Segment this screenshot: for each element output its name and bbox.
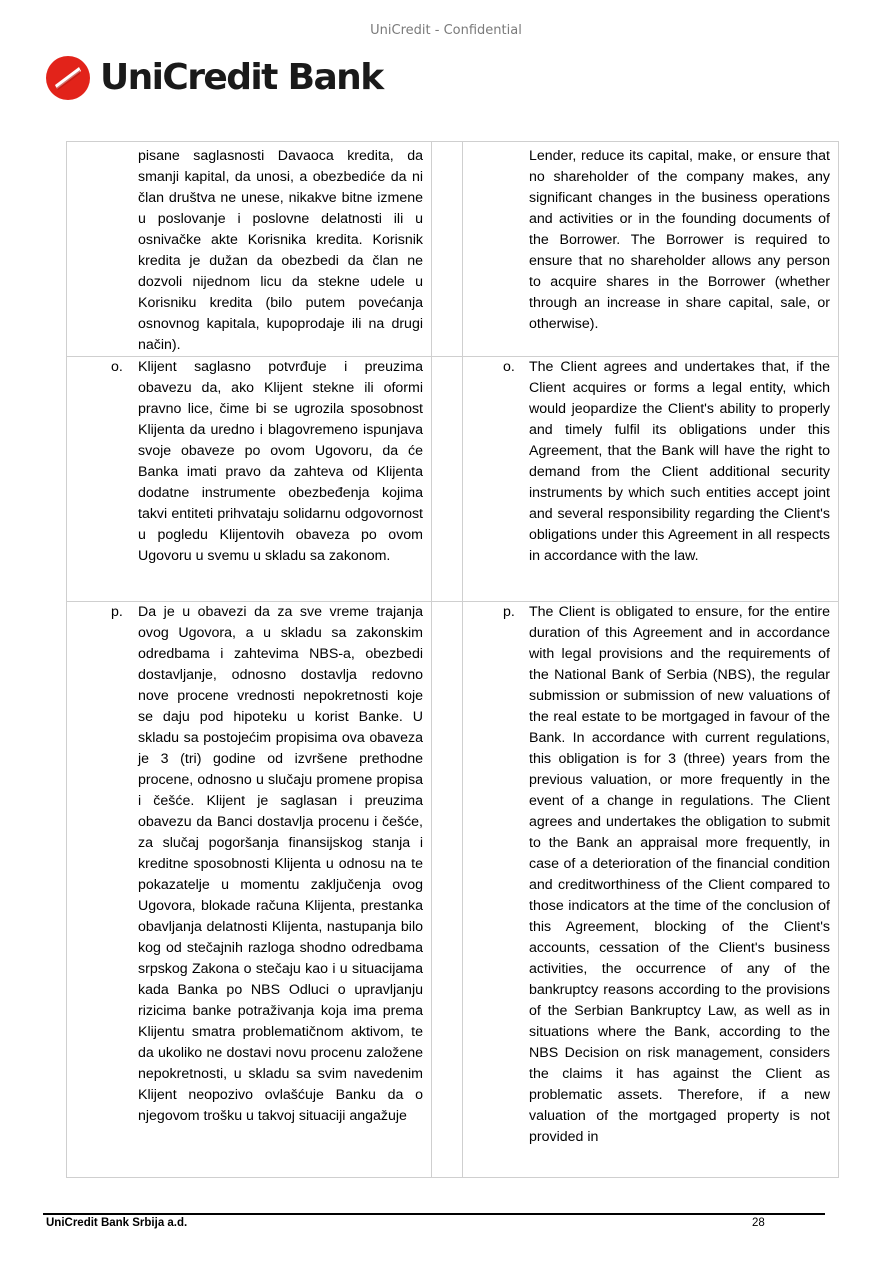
serbian-paragraph: Da je u obavezi da za sve vreme trajanja ovog Ugovora, a u skladu sa zakonskim odredbama i zahtevima NBS-a, obezbedi dostavljanje, odnosno dostavlja redovno nove procene vrednosti nepokretnosti koje se daju pod hipoteku u korist Banke. U skladu sa postojećim propisima ova obaveza je 3 (tri) godine od izvršene prethodne procene, odnosno u slučaju promene propisa i češće. Klijent je saglasan i preuzima obavezu da Banci dostavlja procenu i češće, za slučaj pogoršanja finansijskog stanja i kreditne sposobnosti Klijenta u odnosu na te pokazatelje u momentu zaključenja ovog Ugovora, blokade računa Klijenta, prestanka obavljanja delatnosti Klijenta, nastupanja bilo kog od stečajnih razloga shodno odredbama srpskog Zakona o stečaju kao i u situacijama kada Banka po NBS Odluci o upravljanju rizicima banke potraživanja koja ima prema Klijentu smatra problematičnom aktivom, te da ukoliko ne dostavi novu procenu založene nepokretnosti, u skladu sa svim navedenim Klijent neopozivo ovlašćuje Banku da o njegovom trošku u takvoj situaciji angažuje [138,604,423,1124]
english-paragraph: Lender, reduce its capital, make, or ensure that no shareholder of the company makes, any significant changes in the business operations and activities or in the founding documents of the Borrower. The Borrower is required to ensure that no shareholder allows any person to acquire shares in the Borrower (whether through an increase in share capital, sale, or otherwise). [529,148,830,332]
serbian-cell [67,602,432,1178]
item-letter: p. [503,604,515,620]
serbian-paragraph: pisane saglasnosti Davaoca kredita, da smanji kapital, da unosi, a obezbediće da ni član društva ne unese, nikakve bitne izmene u poslovanje i poslovne delatnosti ili u osnivačke akte Korisnika kredita. Korisnik kredita je dužan da obezbedi da član ne dozvoli nijednom licu da stekne udele u Korisniku kredita (bilo putem povećanja osnovnog kapitala, kupoprodaje ili na drugi način). [138,148,423,353]
column-gap [432,357,463,602]
serbian-cell [67,357,432,602]
unicredit-logo-icon [44,54,92,102]
english-cell [463,357,839,602]
english-cell [463,142,839,357]
serbian-cell [67,142,432,357]
column-gap [432,142,463,357]
item-letter: o. [111,359,123,375]
footer-company: UniCredit Bank Srbija a.d. [46,1217,188,1229]
english-paragraph: The Client is obligated to ensure, for the entire duration of this Agreement and in accordance with legal provisions and the requirements of the National Bank of Serbia (NBS), the regular submission or submission of new valuations of the real estate to be mortgaged in favour of the Bank. In accordance with current regulations, this obligation is for 3 (three) years from the previous valuation, or more frequently in the event of a change in regulations. The Client agrees and undertakes the obligation to submit to the Bank an appraisal more frequently, in case of a deterioration of the financial condition and creditworthiness of the Client compared to those indicators at the time of the conclusion of this Agreement, blocking of the Client's accounts, cessation of the Client's business activities, the occurrence of any of the bankruptcy reasons according to the provisions of the Serbian Bankruptcy Law, as well as in situations where the Bank, according to the NBS Decision on risk management, considers the claims it has against the Client as problematic assets. Therefore, if a new valuation of the mortgaged property is not provided in [529,604,830,1145]
footer-divider [43,1213,825,1215]
item-letter: o. [503,359,515,375]
contract-table [66,141,839,1178]
column-gap [432,602,463,1178]
page-number: 28 [752,1217,765,1229]
item-letter: p. [111,604,123,620]
bank-logo [44,50,383,106]
table-row [67,602,839,1178]
english-paragraph: The Client agrees and undertakes that, if the Client acquires or forms a legal entity, which would jeopardize the Client's ability to properly and timely fulfil its obligations under this Agreement, that the Bank will have the right to demand from the Client additional security instruments by which such entities accept joint and several responsibility regarding the Client's obligations under this Agreement in all respects in accordance with the law. [529,359,830,564]
confidential-label: UniCredit - Confidential [370,23,522,38]
serbian-paragraph: Klijent saglasno potvrđuje i preuzima obavezu da, ako Klijent stekne ili oformi pravno lice, čime bi se ugrozila sposobnost Klijenta da uredno i blagovremeno ispunjava svoje obaveze po ovom Ugovoru, da će Banka imati pravo da zahteva od Klijenta dodatne instrumente obezbeđenja kojima takvi entiteti prihvataju solidarnu odgovornost u pogledu Klijentovih obaveza po ovom Ugovoru u svemu u skladu sa zakonom. [138,359,423,564]
table-row [67,357,839,602]
table-row [67,142,839,357]
logo-wordmark: UniCredit Bank [100,57,383,98]
english-cell [463,602,839,1178]
